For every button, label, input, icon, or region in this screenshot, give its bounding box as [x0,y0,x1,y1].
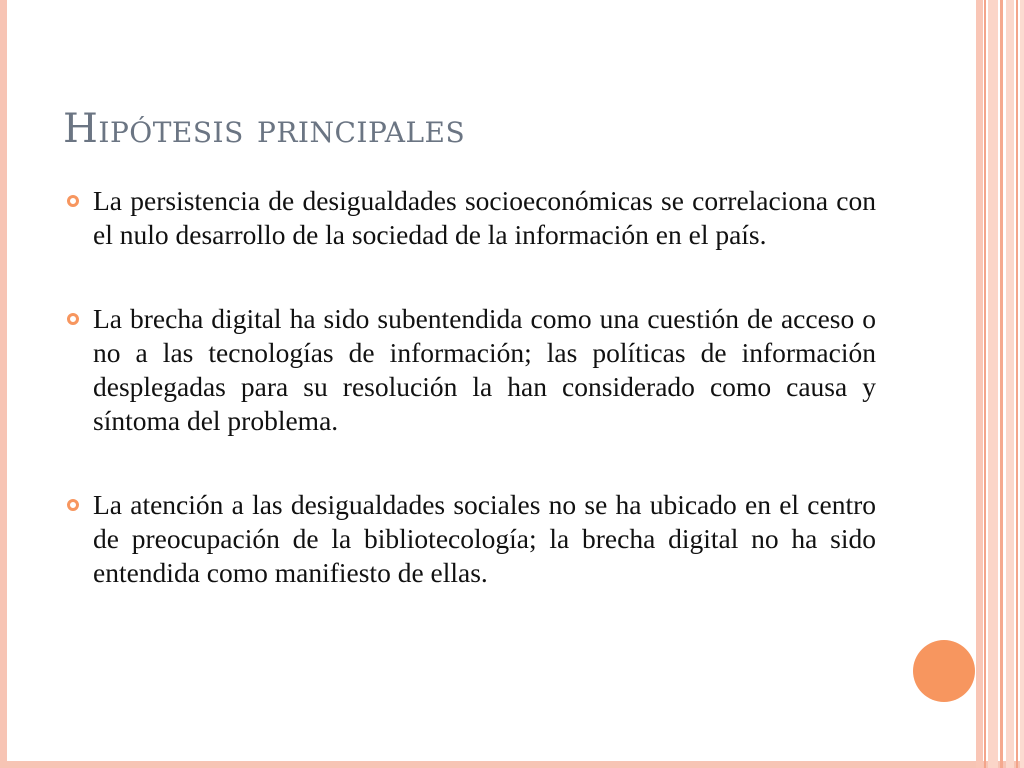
list-item [64,488,876,590]
bullet-text: La atención a las desigualdades sociales no se ha ubicado en el centro de preocupación de la bibliotecología; la brecha digital no ha sido entendida como manifiesto de ellas. [93,489,876,588]
bullet-text: La persistencia de desigualdades socioeconómicas se correlaciona con el nulo desarrollo de la sociedad de la información en el país. [93,185,876,250]
stripe [1016,0,1018,768]
bottom-frame-border [0,761,1024,768]
list-item [64,184,876,252]
bullet-circle-icon [67,195,79,207]
bullet-circle-icon [67,499,79,511]
stripe [1020,0,1024,768]
decorative-circle-icon [913,640,975,702]
stripe [1000,0,1003,768]
left-frame-border [0,0,7,768]
bullet-circle-icon [67,313,79,325]
slide-title: Hipótesis principales [63,106,466,152]
stripe [1006,0,1014,768]
right-decorative-stripes [976,0,1024,768]
stripe [976,0,983,768]
stripe [988,0,998,768]
stripe [984,0,986,768]
list-item [64,302,876,438]
bullet-text: La brecha digital ha sido subentendida como una cuestión de acceso o no a las tecnologías de información; las políticas de información desplegadas para su resolución la han considerado como causa y síntoma del problema. [93,303,876,436]
bullet-list [64,184,876,640]
